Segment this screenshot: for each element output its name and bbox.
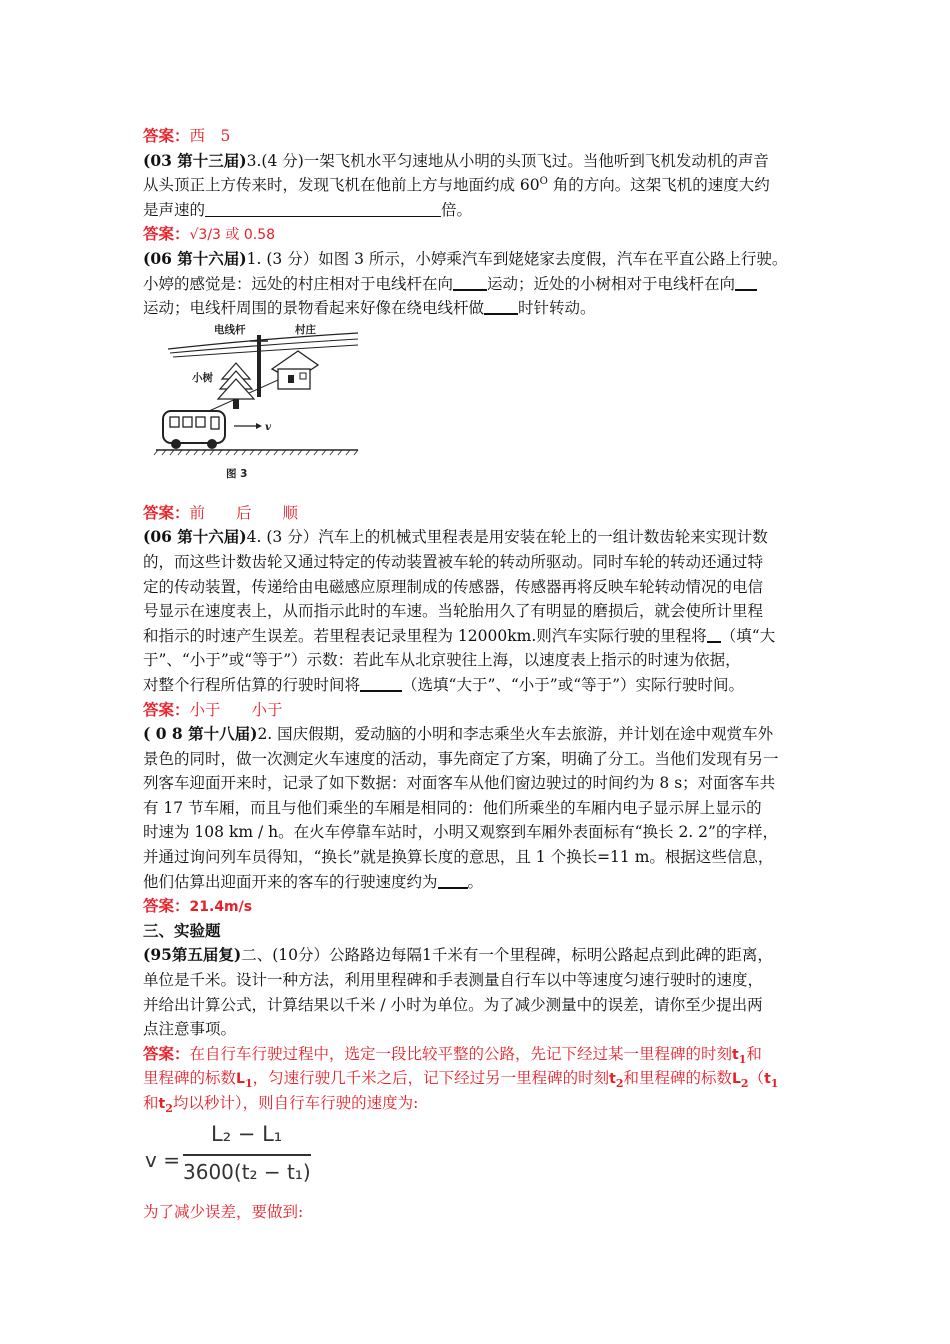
question-tag: (06 第十六届) — [143, 527, 247, 547]
question-line — [143, 820, 811, 845]
answer-text: 和里程碑的标数 — [623, 1069, 732, 1088]
symbol-t: t — [732, 1046, 739, 1063]
fraction-bar — [183, 1154, 311, 1156]
question-text: 他们估算出迎面开来的客车的行驶速度约为 — [143, 872, 438, 891]
question-line — [143, 771, 811, 796]
subscript: 1 — [770, 1077, 779, 1091]
question-text: 小婷的感觉是：远处的村庄相对于电线杆在向 — [143, 274, 454, 293]
question-text: 定的传动装置，传递给由电磁感应原理制成的传感器，传感器再将反映车轮转动情况的电信 — [143, 577, 764, 596]
answer-label: 答案： — [143, 896, 190, 916]
figure-label-tree: 小树 — [192, 371, 213, 384]
answer-value: √3/3 或 0.58 — [189, 227, 276, 244]
question-text: 。 — [467, 872, 484, 891]
figure-3 — [148, 321, 811, 501]
question-line — [143, 870, 811, 895]
question-text: 对整个行程所估算的行驶时间将 — [143, 675, 361, 694]
house-icon — [272, 351, 318, 389]
question-tag: (06 第十六届) — [143, 248, 247, 268]
question-text: （选填“大于”、“小于”或“等于”）实际行驶时间。 — [402, 675, 745, 694]
symbol-L: L — [731, 1071, 741, 1088]
answer-label: 答案： — [143, 224, 190, 244]
answer-line — [143, 501, 811, 526]
question-line — [143, 845, 811, 870]
answer-line — [143, 124, 811, 149]
formula-numerator: L₂ − L₁ — [211, 1121, 283, 1146]
answer-line — [143, 894, 811, 919]
subscript: 1 — [738, 1052, 747, 1066]
question-text: 号显示在速度表上，从而指示此时的车速。当轮胎用久了有明显的磨损后，就会使所计里程 — [143, 602, 764, 621]
question-text: 2. 国庆假期，爱动脑的小明和李志乘坐火车去旅游，并计划在途中观赏车外 — [257, 725, 774, 744]
question-line — [143, 599, 811, 624]
question-text: 时速为 108 km / h。在火车停靠车站时，小明又观察到车厢外表面标有“换长 2. 2”的字样， — [143, 823, 778, 842]
answer-text: 在自行车行驶过程中，选定一段比较平整的公路，先记下经过某一里程碑的时刻 — [189, 1044, 733, 1063]
question-line — [143, 747, 811, 772]
question-text: 是声速的 — [143, 200, 206, 219]
question-text: 从头顶正上方传来时，发现飞机在他前上方与地面约成 60 — [143, 176, 540, 195]
question-text: 倍。 — [441, 200, 473, 219]
answer-line — [143, 222, 811, 247]
bus-icon — [163, 411, 225, 449]
question-text: 景色的同时，做一次测定火车速度的活动，事先商定了方案，明确了分工。当他们发现有另一 — [143, 749, 779, 768]
answer-blank — [735, 273, 757, 291]
question-text: 于”、“小于”或“等于”）示数：若此车从北京驶往上海，以速度表上指示的时速为依据， — [143, 651, 741, 670]
answer-blank — [707, 625, 721, 643]
question-text: 单位是千米。设计一种方法，利用里程碑和手表测量自行车以中等速度匀速行驶时的速度， — [143, 971, 764, 990]
subscript: 2 — [740, 1077, 749, 1091]
question-text: 和指示的时速产生误差。若里程表记录里程为 12000km.则汽车实际行驶的里程将 — [143, 626, 707, 645]
question-line — [143, 198, 811, 223]
formula-lhs: v = — [145, 1147, 180, 1172]
formula-denominator: 3600(t₂ − t₁) — [183, 1159, 311, 1184]
figure-3-drawing — [148, 321, 363, 501]
question-line — [143, 796, 811, 821]
question-line — [143, 173, 811, 198]
question-line — [143, 247, 811, 272]
answer-text: 和 — [746, 1044, 762, 1063]
tree-icon — [218, 363, 254, 409]
answer-blank — [453, 273, 487, 291]
answer-line — [143, 1066, 811, 1091]
question-line — [143, 722, 811, 747]
answer-label: 答案： — [143, 502, 190, 522]
answer-blank — [484, 297, 518, 315]
question-text: 3.(4 分)一架飞机水平匀速地从小明的头顶飞过。当他听到飞机发动机的声音 — [246, 151, 769, 170]
subscript: 1 — [244, 1077, 253, 1091]
symbol-t: t — [764, 1071, 771, 1088]
answer-text: ，匀速行驶几千米之后，记下经过另一里程碑的时刻 — [252, 1069, 610, 1088]
question-line — [143, 993, 811, 1018]
question-text: 有 17 节车厢，而且与他们乘坐的车厢是相同的：他们所乘坐的车厢内电子显示屏上显示的 — [143, 798, 762, 817]
question-text: 运动；电线杆周围的景物看起来好像在绕电线杆做 — [143, 299, 485, 318]
answer-text: （ — [748, 1069, 765, 1088]
question-line — [143, 575, 811, 600]
answer-value: 前 后 顺 — [189, 503, 299, 522]
question-line — [143, 525, 811, 550]
symbol-t: t — [609, 1071, 616, 1088]
question-text: 并通过询问列车员得知，“换长”就是换算长度的意思，且 1 个换长=11 m。根据这些信息， — [143, 848, 774, 867]
question-text: 列客车迎面开来时，记录了如下数据：对面客车从他们窗边驶过的时间约为 8 s；对面客车共 — [143, 774, 776, 793]
figure-label-pole: 电线杆 — [214, 323, 246, 336]
symbol-t: t — [158, 1096, 166, 1112]
question-tag: (03 第十三届) — [143, 150, 247, 170]
subscript: 2 — [165, 1102, 173, 1115]
answer-line — [143, 1091, 811, 1116]
answer-value: 小于 小于 — [189, 700, 283, 719]
question-tag: (95第五届复) — [143, 945, 242, 965]
question-text: 点注意事项。 — [143, 1020, 237, 1039]
figure-label-velocity: v — [265, 420, 272, 433]
answer-label: 答案： — [143, 699, 190, 719]
question-line — [143, 624, 811, 649]
question-line — [143, 1017, 811, 1042]
answer-note: 为了减少误差，要做到: — [143, 1202, 304, 1221]
question-text: 1. (3 分）如图 3 所示，小婷乘汽车到姥姥家去度假，汽车在平直公路上行驶。 — [246, 249, 788, 268]
question-text: （填“大 — [720, 626, 776, 645]
answer-line — [143, 1042, 811, 1067]
degree-superscript: O — [539, 176, 548, 188]
question-text: 的，而这些计数齿轮又通过特定的传动装置被车轮的转动所驱动。同时车轮的转动还通过特 — [143, 552, 764, 571]
answer-label: 答案： — [143, 126, 190, 145]
answer-value: 21.4m/s — [189, 899, 253, 916]
answer-text: 里程碑的标数 — [143, 1069, 237, 1088]
question-line — [143, 272, 811, 297]
answer-text: 和 — [143, 1094, 159, 1112]
answer-blank — [360, 674, 402, 692]
answer-blank — [438, 871, 468, 889]
answer-value: 西 5 — [189, 127, 231, 145]
document-content — [143, 124, 811, 1224]
question-tag: ( 0 8 第十八届) — [143, 724, 258, 744]
answer-blank — [205, 200, 441, 217]
question-text: 运动；近处的小树相对于电线杆在向 — [487, 274, 736, 293]
figure-label-village: 村庄 — [295, 323, 316, 336]
question-line — [143, 550, 811, 575]
question-line — [143, 149, 811, 174]
question-line — [143, 648, 811, 673]
section-heading: 三、实验题 — [143, 920, 221, 940]
question-text: 角的方向。这架飞机的速度大约 — [547, 176, 770, 195]
question-text: 并给出计算公式，计算结果以千米 / 小时为单位。为了减少测量中的误差，请你至少提出两 — [143, 995, 763, 1014]
question-text: 时针转动。 — [518, 299, 596, 318]
answer-line — [143, 698, 811, 723]
question-line — [143, 968, 811, 993]
answer-label: 答案： — [143, 1043, 190, 1063]
question-line — [143, 943, 811, 968]
question-text: 4. (3 分）汽车上的机械式里程表是用安装在轮上的一组计数齿轮来实现计数 — [246, 528, 768, 547]
answer-text: 均以秒计），则自行车行驶的速度为: — [172, 1094, 419, 1112]
question-line — [143, 296, 811, 321]
subscript: 2 — [615, 1077, 624, 1091]
question-line — [143, 673, 811, 698]
speed-formula — [143, 1122, 811, 1200]
symbol-L: L — [236, 1071, 245, 1088]
question-text: 二、(10分）公路路边每隔1千米有一个里程碑，标明公路起点到此碑的距离， — [241, 946, 773, 965]
figure-caption: 图 3 — [226, 467, 248, 480]
